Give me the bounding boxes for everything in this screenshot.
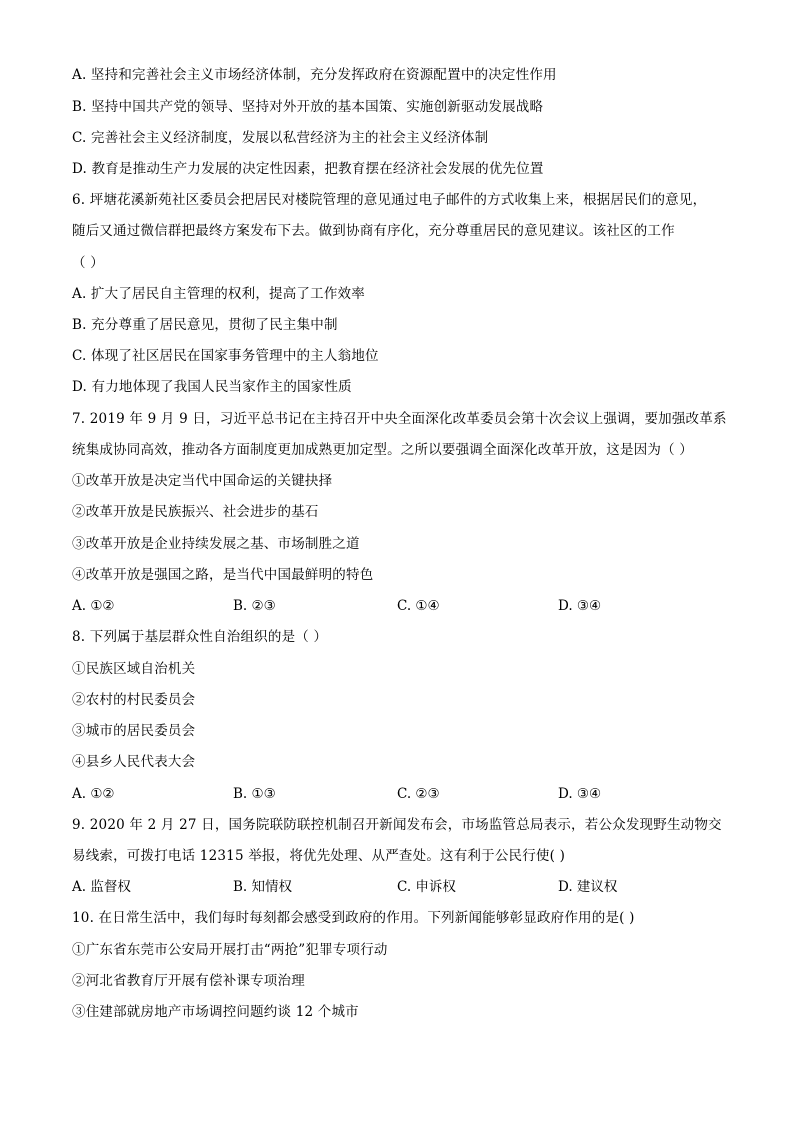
- q9-stem-line-2: 易线索，可拨打电话 12315 举报，将优先处理、从严查处。这有利于公民行使( ): [72, 848, 566, 864]
- q6-option-c: C. 体现了社区居民在国家事务管理中的主人翁地位: [72, 348, 379, 364]
- q10-item-3: ③住建部就房地产市场调控问题约谈 12 个城市: [72, 1004, 359, 1020]
- q5-option-d: D. 教育是推动生产力发展的决定性因素，把教育摆在经济社会发展的优先位置: [72, 161, 544, 177]
- q7-option-d: D. ③④: [558, 598, 602, 614]
- q10-item-2: ②河北省教育厅开展有偿补课专项治理: [72, 973, 305, 989]
- q7-stem-line-2: 统集成协同高效，推动各方面制度更加成熟更加定型。之所以要强调全面深化改革开放，这是因为（ ）: [72, 442, 693, 458]
- q6-answer-blank: （ ）: [72, 255, 104, 271]
- q8-option-a: A. ①②: [72, 786, 115, 802]
- q6-stem-line-1: 6. 坪塘花溪新苑社区委员会把居民对楼院管理的意见通过电子邮件的方式收集上来，根据居民们的意见，: [72, 192, 707, 208]
- q7-item-4: ④改革开放是强国之路，是当代中国最鲜明的特色: [72, 567, 374, 583]
- q8-stem: 8. 下列属于基层群众性自治组织的是（ ）: [72, 629, 328, 645]
- q7-option-c: C. ①④: [397, 598, 440, 614]
- q6-option-d: D. 有力地体现了我国人民当家作主的国家性质: [72, 379, 352, 395]
- q10-item-1: ①广东省东莞市公安局开展打击“两抢”犯罪专项行动: [72, 942, 388, 958]
- q8-item-3: ③城市的居民委员会: [72, 723, 196, 739]
- q9-option-c: C. 申诉权: [397, 879, 456, 895]
- q5-option-a: A. 坚持和完善社会主义市场经济体制，充分发挥政府在资源配置中的决定性作用: [72, 67, 557, 83]
- q7-item-1: ①改革开放是决定当代中国命运的关键抉择: [72, 473, 333, 489]
- q10-stem: 10. 在日常生活中，我们每时每刻都会感受到政府的作用。下列新闻能够彰显政府作用的是( ): [72, 910, 635, 926]
- q7-item-2: ②改革开放是民族振兴、社会进步的基石: [72, 504, 319, 520]
- q9-stem-line-1: 9. 2020 年 2 月 27 日，国务院联防联控机制召开新闻发布会，市场监管总局表示，若公众发现野生动物交: [72, 817, 722, 833]
- q9-option-a: A. 监督权: [72, 879, 131, 895]
- q8-option-d: D. ③④: [558, 786, 602, 802]
- q6-option-b: B. 充分尊重了居民意见，贯彻了民主集中制: [72, 317, 338, 333]
- q6-option-a: A. 扩大了居民自主管理的权利，提高了工作效率: [72, 286, 365, 302]
- q8-item-4: ④县乡人民代表大会: [72, 754, 196, 770]
- q8-option-b: B. ①③: [233, 786, 276, 802]
- q8-item-2: ②农村的村民委员会: [72, 692, 196, 708]
- q5-option-c: C. 完善社会主义经济制度，发展以私营经济为主的社会主义经济体制: [72, 130, 489, 146]
- q7-option-a: A. ①②: [72, 598, 115, 614]
- q9-option-d: D. 建议权: [558, 879, 618, 895]
- q5-option-b: B. 坚持中国共产党的领导、坚持对外开放的基本国策、实施创新驱动发展战略: [72, 99, 544, 115]
- q6-stem-line-2: 随后又通过微信群把最终方案发布下去。做到协商有序化，充分尊重居民的意见建议。该社区的工作: [72, 223, 675, 239]
- q7-option-b: B. ②③: [233, 598, 276, 614]
- q7-stem-line-1: 7. 2019 年 9 月 9 日，习近平总书记在主持召开中央全面深化改革委员会第十次会议上强调，要加强改革系: [72, 411, 727, 427]
- q7-item-3: ③改革开放是企业持续发展之基、市场制胜之道: [72, 536, 360, 552]
- q9-option-b: B. 知情权: [233, 879, 293, 895]
- q8-option-c: C. ②③: [397, 786, 440, 802]
- q8-item-1: ①民族区域自治机关: [72, 661, 196, 677]
